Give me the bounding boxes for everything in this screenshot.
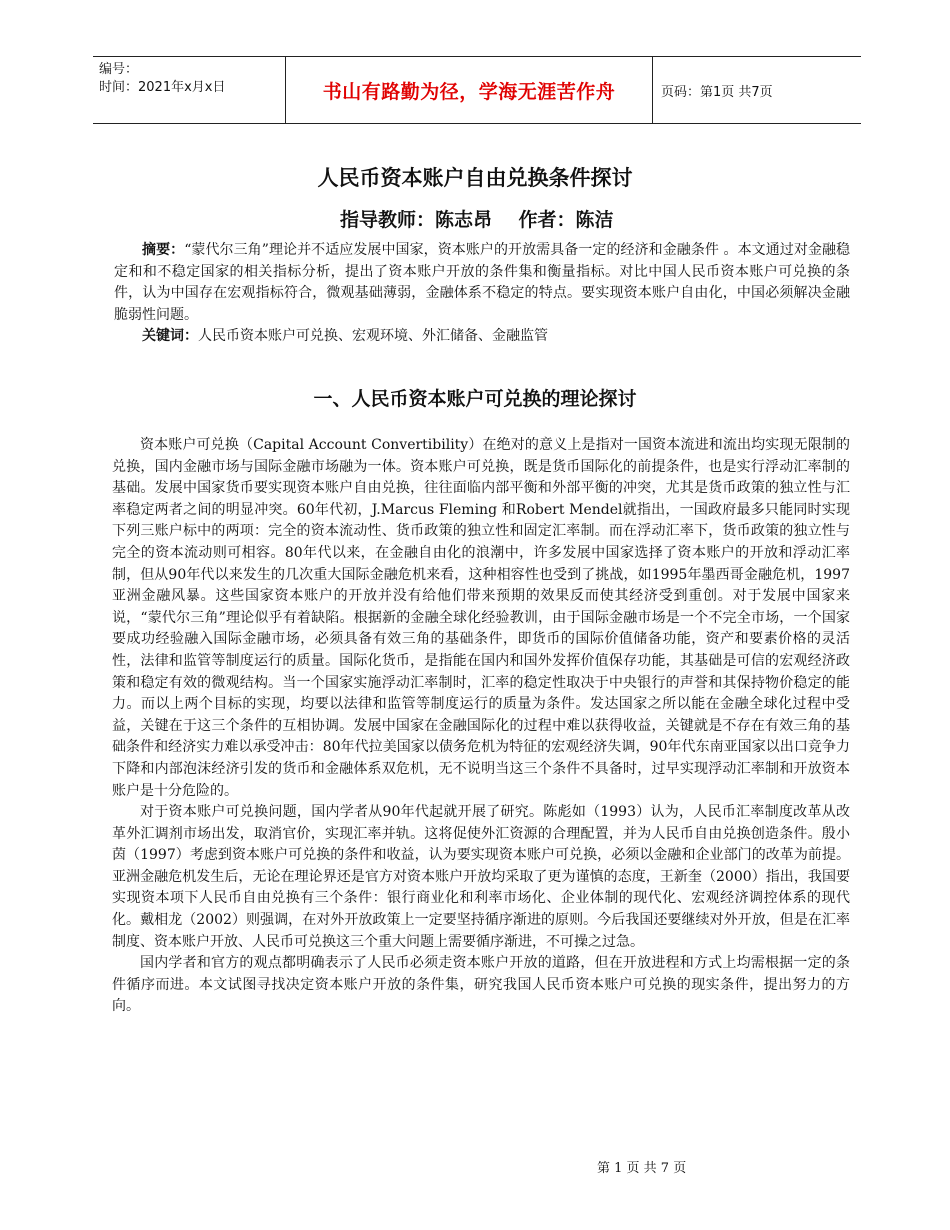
header-motto-cell <box>285 57 653 123</box>
body-paragraph: 对于资本账户可兑换问题，国内学者从90年代起就开展了研究。陈彪如（1993）认为，人民币汇率制度改革从改革外汇调剂市场出发，取消官价，实现汇率并轨。这将促使外汇资源的合理配置，并为人民币自由兑换创造条件。殷小茵（1997）考虑到资本账户可兑换的条件和收益，认为要实现资本账户可兑换，必须以金融和企业部门的改革为前提。亚洲金融危机发生后，无论在理论界还是官方对资本账户开放均采取了更为谨慎的态度，王新奎（2000）指出，我国要实现资本项下人民币自由兑换有三个条件：银行商业化和利率市场化、企业体制的现代化、宏观经济调控体系的现代化。戴相龙（2002）则强调，在对外开放政策上一定要坚持循序渐进的原则。今后我国还要继续对外开放，但是在汇率制度、资本账户开放、人民币可兑换这三个重大问题上需要循序渐进，不可操之过急。 <box>112 804 850 950</box>
abstract-block <box>114 240 850 348</box>
keywords-text: 人民币资本账户可兑换、宏观环境、外汇储备、金融监管 <box>198 328 548 345</box>
document-title: 人民币资本账户自由兑换条件探讨 <box>317 166 633 190</box>
abstract-paragraph <box>114 240 850 326</box>
header-table <box>93 56 861 124</box>
keywords-label: 关键词： <box>142 328 198 345</box>
header-info-cell <box>93 57 285 123</box>
body-text <box>112 435 850 1018</box>
header-motto: 书山有路勤为径，学海无涯苦作舟 <box>322 80 616 103</box>
header-page-info: 页码：第1页 共7页 <box>661 84 773 100</box>
header-page-cell <box>653 57 861 123</box>
body-paragraph: 国内学者和官方的观点都明确表示了人民币必须走资本账户开放的道路，但在开放进程和方式上均需根据一定的条件循序而进。本文试图寻找决定资本账户开放的条件集，研究我国人民币资本账户可兑换的现实条件，提出努力的方向。 <box>112 955 850 1015</box>
abstract-text: “蒙代尔三角”理论并不适应发展中国家，资本账户的开放需具备一定的经济和金融条件 。本文通过对金融稳定和和不稳定国家的相关指标分析，提出了资本账户开放的条件集和衡量指标。对比中国人民币资本账户可兑换的条件，认为中国存在宏观指标符合，微观基础薄弱，金融体系不稳定的特点。要实现资本账户自由化，中国必须解决金融脆弱性问题。 <box>114 242 851 323</box>
document-authors: 指导教师：陈志昂 作者：陈洁 <box>340 209 614 231</box>
abstract-label: 摘要： <box>142 242 185 258</box>
document-time-label: 时间：2021年x月x日 <box>99 80 226 95</box>
section-heading: 一、人民币资本账户可兑换的理论探讨 <box>313 388 637 410</box>
page-footer: 第 1 页 共 7 页 <box>597 1161 687 1176</box>
body-paragraph: 资本账户可兑换（Capital Account Convertibility）在绝对的意义上是指对一国资本流进和流出均实现无限制的兑换，国内金融市场与国际金融市场融为一体。资本账户可兑换，既是货币国际化的前提条件，也是实行浮动汇率制的基础。发展中国家货币要实现资本账户自由兑换，往往面临内部平衡和外部平衡的冲突，尤其是货币政策的独立性与汇率稳定两者之间的明显冲突。60年代初，J.Marcus Fleming 和Robert Mendel就指出，一国政府最多只能同时实现下列三账户标中的两项：完全的资本流动性、货币政策的独立性和固定汇率制。而在浮动汇率下，货币政策的独立性与完全的资本流动则可相容。80年代以来，在金融自由化的浪潮中，许多发展中国家选择了资本账户的开放和浮动汇率制，但从90年代以来发生的几次重大国际金融危机来看，这种相容性也受到了挑战，如1995年墨西哥金融危机，1997亚洲金融风暴。这些国家资本账户的开放并没有给他们带来预期的效果反而使其经济受到重创。对于发展中国家来说，“蒙代尔三角”理论似乎有着缺陷。根据新的金融全球化经验教训，由于国际金融市场是一个不完全市场，一个国家要成功经验融入国际金融市场，必须具备有效三角的基础条件，即货币的国际价值储备功能，资产和要素价格的灵活性，法律和监管等制度运行的质量。国际化货币，是指能在国内和国外发挥价值保存功能，其基础是可信的宏观经济政策和稳定有效的微观结构。当一个国家实施浮动汇率制时，汇率的稳定性取决于中央银行的声誉和其保持物价稳定的能力。而以上两个目标的实现，均要以法律和监管等制度运行的质量为条件。发达国家之所以能在金融全球化过程中受益，关键在于这三个条件的互相协调。发展中国家在金融国际化的过程中难以获得收益，关键就是不存在有效三角的基础条件和经济实力难以承受冲击：80年代拉美国家以债务危机为特征的宏观经济失调，90年代东南亚国家以出口竞争力下降和内部泡沫经济引发的货币和金融体系双危机，无不说明当这三个条件不具备时，过早实现浮动汇率制和开放资本账户是十分危险的。 <box>112 437 850 799</box>
keywords-paragraph <box>114 326 850 348</box>
document-number-label: 编号： <box>99 62 139 77</box>
